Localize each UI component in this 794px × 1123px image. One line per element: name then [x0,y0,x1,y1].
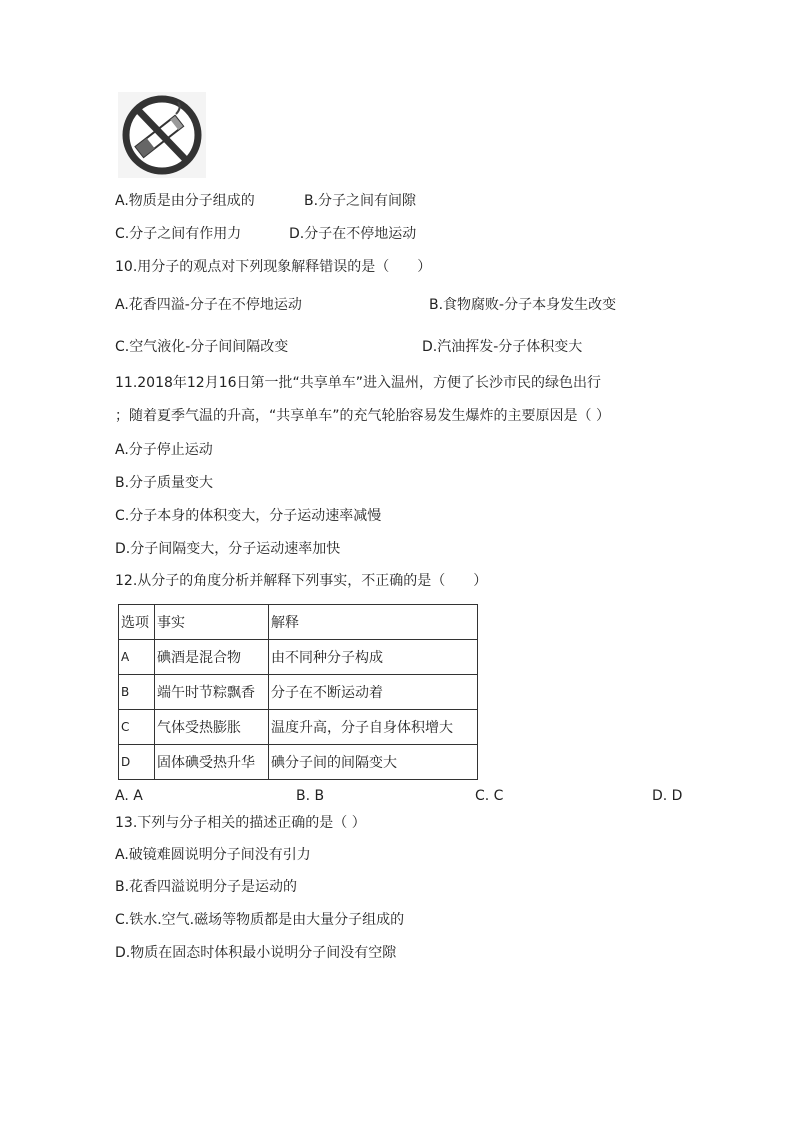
q11-stem-line1: 11.2018年12月16日第一批“共享单车”进入温州，方便了长沙市民的绿色出行 [115,375,602,391]
q11-option-c: C.分子本身的体积变大，分子运动速率减慢 [115,508,382,524]
table-row [119,745,478,780]
q12-option-c: C. C [475,788,504,804]
q9-option-b: B.分子之间有间隙 [304,193,417,209]
table-cell: D [119,745,155,780]
q9-option-d: D.分子在不停地运动 [289,226,417,242]
q9-option-c: C.分子之间有作用力 [115,226,242,242]
table-cell: 碘分子间的间隔变大 [269,745,478,780]
q10-option-b: B.食物腐败-分子本身发生改变 [429,297,617,313]
table-cell: 固体碘受热升华 [155,745,269,780]
q11-stem-line2: ；随着夏季气温的升高，“共享单车”的充气轮胎容易发生爆炸的主要原因是（ ） [115,408,610,424]
q12-stem: 12.从分子的角度分析并解释下列事实，不正确的是（ ） [115,573,488,589]
q11-option-a: A.分子停止运动 [115,442,213,458]
table-cell: C [119,710,155,745]
q13-stem: 13.下列与分子相关的描述正确的是（ ） [115,815,366,831]
q10-option-a: A.花香四溢-分子在不停地运动 [115,297,302,313]
table-cell: A [119,640,155,675]
q9-option-a: A.物质是由分子组成的 [115,193,255,209]
table-cell: B [119,675,155,710]
table-cell: 碘酒是混合物 [155,640,269,675]
table-header-cell: 事实 [155,605,269,640]
table-row [119,640,478,675]
q13-option-b: B.花香四溢说明分子是运动的 [115,879,298,895]
q13-option-a: A.破镜难圆说明分子间没有引力 [115,847,311,863]
q13-option-d: D.物质在固态时体积最小说明分子间没有空隙 [115,945,397,961]
q10-stem: 10.用分子的观点对下列现象解释错误的是（ ） [115,259,432,275]
table-header-cell: 解释 [269,605,478,640]
table-cell: 温度升高，分子自身体积增大 [269,710,478,745]
q11-option-b: B.分子质量变大 [115,475,214,491]
table-row [119,675,478,710]
table-header-row [119,605,478,640]
q10-option-c: C.空气液化-分子间间隔改变 [115,339,289,355]
no-smoking-icon [118,92,206,178]
table-cell: 气体受热膨胀 [155,710,269,745]
q12-table [118,604,478,780]
table-header-cell: 选项 [119,605,155,640]
table-cell: 端午时节粽飘香 [155,675,269,710]
table-cell: 分子在不断运动着 [269,675,478,710]
table-cell: 由不同种分子构成 [269,640,478,675]
table-row [119,710,478,745]
q12-option-a: A. A [115,788,143,804]
q10-option-d: D.汽油挥发-分子体积变大 [422,339,583,355]
q12-option-d: D. D [652,788,683,804]
q13-option-c: C.铁水.空气.磁场等物质都是由大量分子组成的 [115,912,405,928]
q11-option-d: D.分子间隔变大，分子运动速率加快 [115,541,341,557]
q12-option-b: B. B [296,788,325,804]
